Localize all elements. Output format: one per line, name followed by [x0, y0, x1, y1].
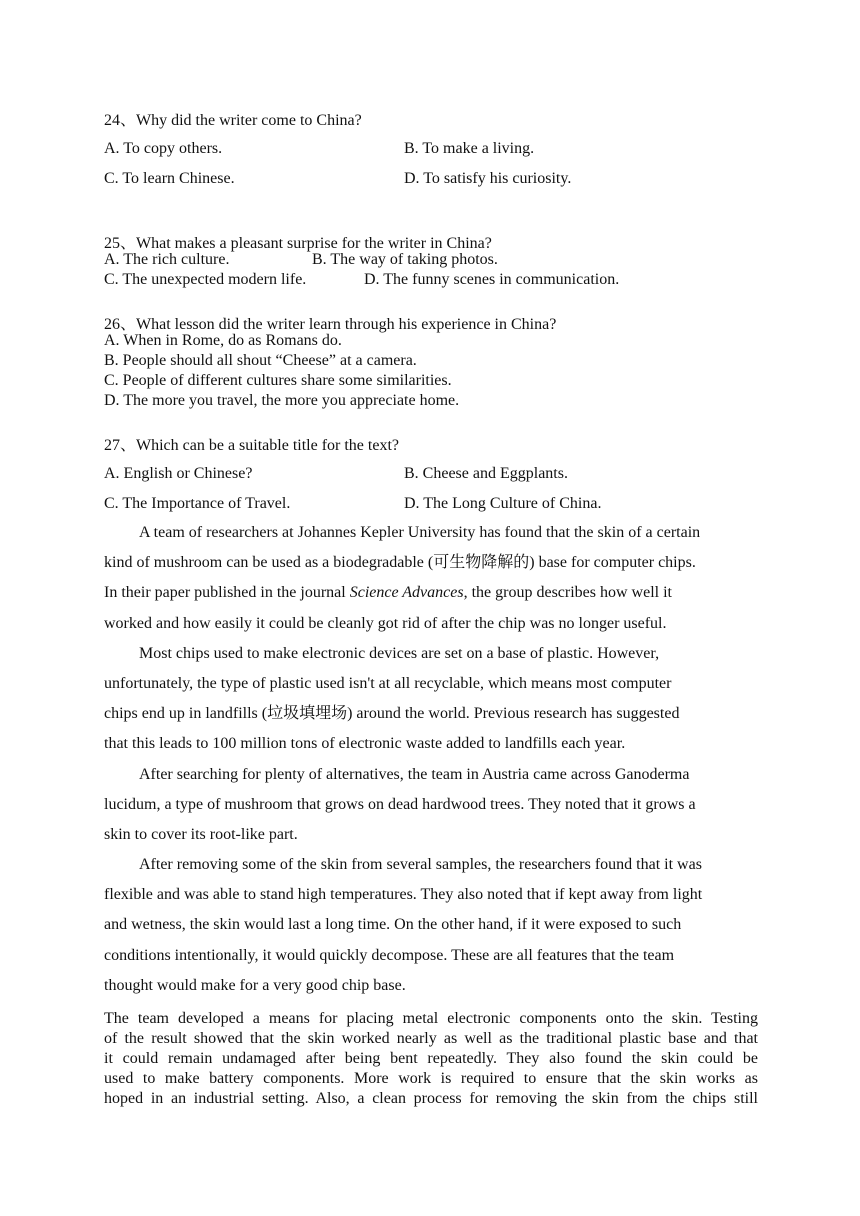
question-27-option-c: C. The Importance of Travel.	[104, 495, 291, 512]
passage-p4-line1: After removing some of the skin from several samples, the researchers found that it was	[139, 856, 702, 874]
question-25-option-c: C. The unexpected modern life.	[104, 271, 307, 288]
passage-p1-line2: kind of mushroom can be used as a biodegradable (可生物降解的) base for computer chips.	[104, 554, 696, 572]
passage-p4-line3: and wetness, the skin would last a long time. On the other hand, if it were exposed to such	[104, 916, 682, 934]
question-24-option-b: B. To make a living.	[404, 140, 535, 157]
question-27-option-a: A. English or Chinese?	[104, 465, 253, 482]
question-27-stem: 27、Which can be a suitable title for the text?	[104, 437, 400, 454]
passage-body	[104, 518, 754, 1001]
passage-p5	[104, 1009, 758, 1109]
passage-p1-line1: A team of researchers at Johannes Kepler University has found that the skin of a certain	[139, 524, 701, 541]
passage-p4-line2: flexible and was able to stand high temperatures. They also noted that if kept away from light	[104, 886, 703, 904]
passage-p5-line5: hoped in an industrial setting. Also, a clean process for removing the skin from the chips still	[104, 1090, 758, 1107]
question-25-option-b: B. The way of taking photos.	[312, 251, 498, 268]
passage-p2-line4: that this leads to 100 million tons of electronic waste added to landfills each year.	[104, 735, 626, 753]
question-26-option-a: A. When in Rome, do as Romans do.	[104, 332, 342, 349]
passage-p1-line3-end: , the group describes how well it	[463, 584, 672, 602]
question-26-option-d: D. The more you travel, the more you appreciate home.	[104, 392, 460, 409]
passage-p3-line3: skin to cover its root-like part.	[104, 825, 298, 843]
journal-title: Science Advances	[349, 584, 464, 602]
question-26-option-b: B. People should all shout “Cheese” at a camera.	[104, 352, 417, 369]
passage-p2-line2: unfortunately, the type of plastic used isn't at all recyclable, which means most computer	[104, 674, 672, 692]
passage-p5-line1: The team developed a means for placing metal electronic components onto the skin. Testing	[104, 1010, 758, 1027]
passage-p1-line4: worked and how easily it could be cleanly got rid of after the chip was no longer useful.	[104, 614, 667, 632]
question-24-stem: 24、Why did the writer come to China?	[104, 112, 362, 129]
passage-p1-line3-start: In their paper published in the journal	[104, 584, 350, 602]
question-25-stem: 25、What makes a pleasant surprise for the writer in China?	[104, 235, 492, 252]
question-25-option-d: D. The funny scenes in communication.	[364, 271, 620, 288]
passage-p2-line3: chips end up in landfills (垃圾填埋场) around the world. Previous research has suggested	[104, 705, 680, 723]
question-24-option-c: C. To learn Chinese.	[104, 170, 235, 187]
question-24-option-d: D. To satisfy his curiosity.	[404, 170, 572, 187]
passage-p5-line2: of the result showed that the skin worked nearly as well as the traditional plastic base and that	[104, 1030, 758, 1047]
question-25-option-a: A. The rich culture.	[104, 251, 230, 268]
question-24-option-a: A. To copy others.	[104, 140, 223, 157]
passage-p5-line3: it could remain undamaged after being bent repeatedly. They also found the skin could be	[104, 1050, 758, 1067]
passage-p3-line1: After searching for plenty of alternatives, the team in Austria came across Ganoderma	[139, 765, 690, 783]
passage-p3-line2: lucidum, a type of mushroom that grows on dead hardwood trees. They noted that it grows a	[104, 795, 696, 813]
passage-p2-line1: Most chips used to make electronic devices are set on a base of plastic. However,	[139, 644, 660, 662]
question-27-option-b: B. Cheese and Eggplants.	[404, 465, 568, 482]
passage-p5-line4: used to make battery components. More work is required to ensure that the skin works as	[104, 1070, 758, 1087]
question-27-option-d: D. The Long Culture of China.	[404, 495, 602, 512]
passage-p1-line3	[104, 578, 754, 608]
question-26-stem: 26、What lesson did the writer learn through his experience in China?	[104, 316, 557, 333]
passage-p4-line5: thought would make for a very good chip base.	[104, 976, 406, 994]
passage-p4-line4: conditions intentionally, it would quickly decompose. These are all features that the team	[104, 946, 675, 964]
question-26-option-c: C. People of different cultures share some similarities.	[104, 372, 452, 389]
